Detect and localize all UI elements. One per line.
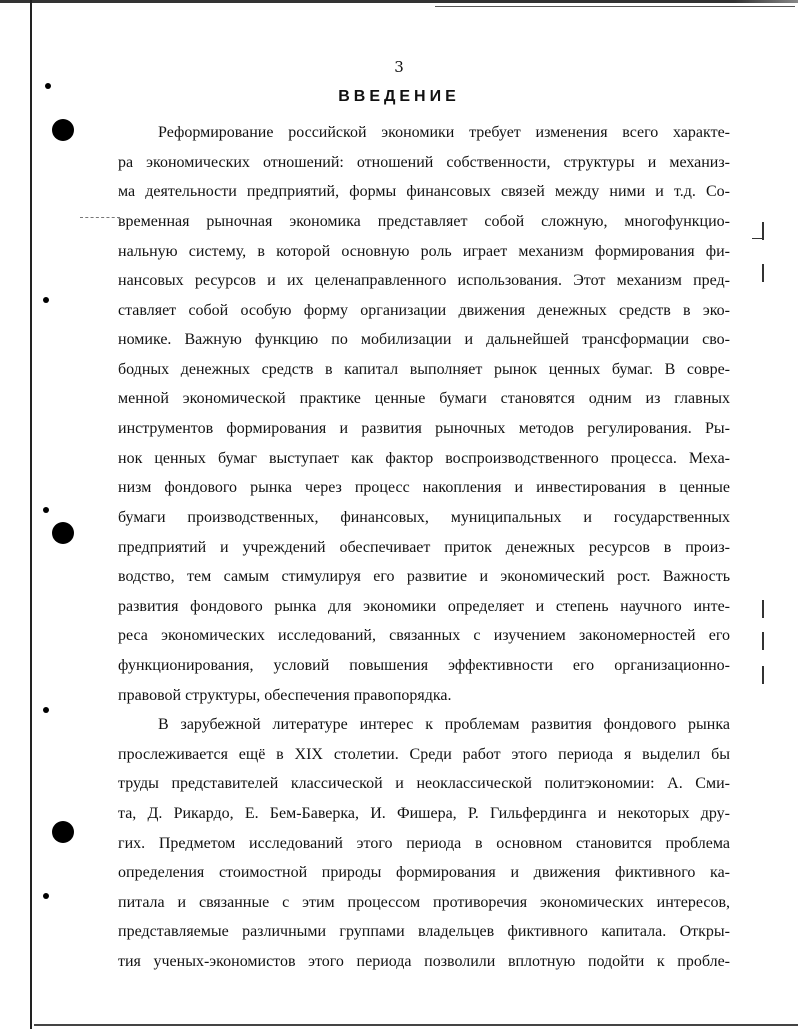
text-line: гих. Предметом исследований этого периода в основном становится проблема: [118, 835, 730, 852]
text-line: нок ценных бумаг выступает как фактор воспроизводственного процесса. Меха-: [118, 450, 730, 467]
scan-dot: [43, 297, 49, 303]
scan-mark: [762, 600, 764, 618]
text-line: функционирования, условий повышения эффективности его организационно-: [118, 657, 730, 674]
text-line: правовой структуры, обеспечения правопорядка.: [118, 687, 452, 704]
text-line: труды представителей классической и неоклассической политэкономии: А. Сми-: [118, 775, 730, 792]
scan-border-left: [30, 0, 32, 1029]
text-line: временная рыночная экономика представляет собой сложную, многофункцио-: [118, 213, 730, 230]
text-line: тия ученых-экономистов этого периода позволили вплотную подойти к пробле-: [118, 953, 730, 970]
scan-edge-top: [0, 0, 798, 3]
text-line: Реформирование российской экономики требует изменения всего характе-: [158, 124, 730, 141]
text-line: ра экономических отношений: отношений собственности, структуры и механиз-: [118, 154, 730, 171]
scan-dot: [43, 707, 49, 713]
scan-border-bottom: [34, 1024, 798, 1026]
punch-hole: [52, 522, 74, 544]
text-line: прослеживается ещё в XIX столетии. Среди работ этого периода я выделил бы: [118, 746, 730, 763]
punch-hole: [52, 119, 74, 141]
scan-dot: [43, 507, 49, 513]
text-line: нансовых ресурсов и их целенаправленного использования. Этот механизм пред-: [118, 272, 730, 289]
text-line: питала и связанные с этим процессом противоречия экономических интересов,: [118, 894, 730, 911]
text-line: та, Д. Рикардо, Е. Бем-Баверка, И. Фишера, Р. Гильфердинга и некоторых дру-: [118, 805, 730, 822]
text-line: водство, тем самым стимулируя его развитие и экономический рост. Важность: [118, 568, 730, 585]
text-line: низм фондового рынка через процесс накопления и инвестирования в ценные: [118, 479, 730, 496]
text-line: развития фондового рынка для экономики определяет и степень научного инте-: [118, 598, 730, 615]
scan-mark: [762, 632, 764, 650]
page-title: ВВЕДЕНИЕ: [338, 88, 460, 105]
text-line: нальную систему, в которой основную роль играет механизм формирования фи-: [118, 243, 730, 260]
text-line: предприятий и учреждений обеспечивает приток денежных ресурсов в произ-: [118, 539, 730, 556]
text-line: ставляет собой особую форму организации движения денежных средств в эко-: [118, 302, 730, 319]
scan-mark: [762, 666, 764, 684]
text-line: определения стоимостной природы формирования и движения фиктивного ка-: [118, 864, 730, 881]
text-line: представляемые различными группами владельцев фиктивного капитала. Откры-: [118, 923, 730, 940]
text-line: инструментов формирования и развития рыночных методов регулирования. Ры-: [118, 420, 730, 437]
punch-hole: [52, 821, 74, 843]
text-line: бодных денежных средств в капитал выполняет рынок ценных бумаг. В совре-: [118, 361, 730, 378]
scan-mark: [762, 264, 764, 282]
page-number: 3: [394, 58, 404, 76]
scan-tick-top: [435, 6, 795, 7]
text-line: бумаги производственных, финансовых, муниципальных и государственных: [118, 509, 730, 526]
scan-mark: [762, 222, 764, 240]
text-line: реса экономических исследований, связанных с изучением закономерностей его: [118, 627, 730, 644]
text-line: В зарубежной литературе интерес к проблемам развития фондового рынка: [158, 716, 730, 733]
scan-dash: [80, 217, 120, 219]
scan-dot: [43, 893, 49, 899]
text-line: менной экономической практике ценные бумаги становятся одним из главных: [118, 390, 730, 407]
text-line: номике. Важную функцию по мобилизации и дальнейшей трансформации сво-: [118, 331, 730, 348]
text-line: ма деятельности предприятий, формы финансовых связей между ними и т.д. Со-: [118, 183, 730, 200]
